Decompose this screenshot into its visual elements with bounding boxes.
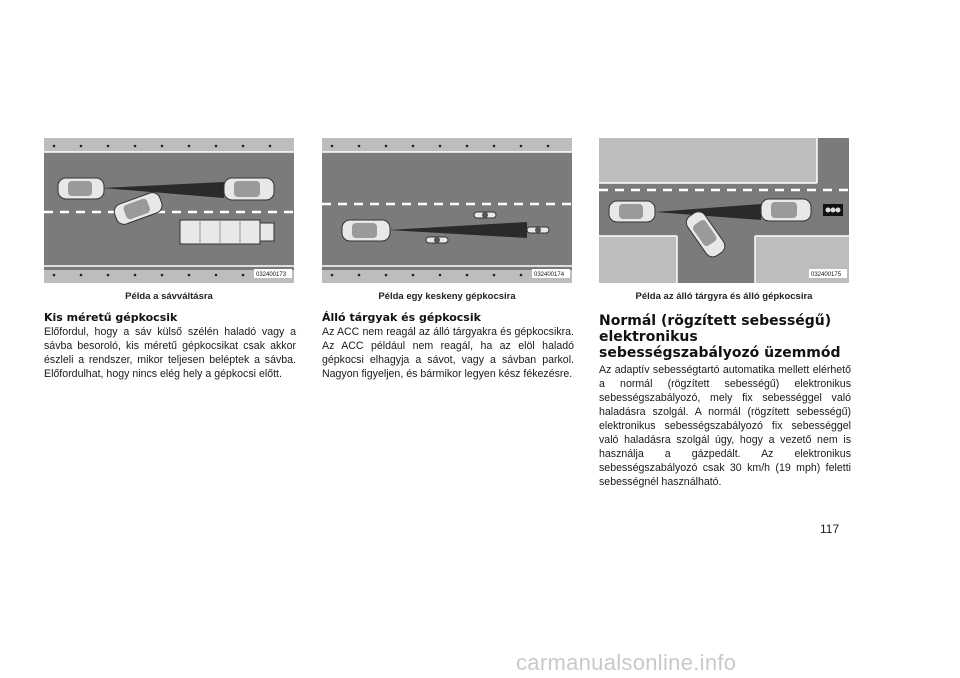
section-body: Az adaptív sebességtartó automatika mellett elérhető a normál (rögzített sebességű) elektronikus sebességszabályozó, mely fix sebességgel való haladásra szolgál. A normál (rögzített sebességű) elektronikus sebességszabályozó fix sebességgel való haladásra szolgál úgy, hogy a vezető nem is használja a gázpedált. Az elektronikus sebességszabályozó csak 30 km/h (19 mph) feletti sebességnél használható. bbox=[599, 364, 851, 488]
section-normal-cruise-mode bbox=[599, 313, 851, 489]
lane-change-illustration bbox=[44, 138, 294, 283]
motorcycle bbox=[474, 212, 496, 218]
car-ego bbox=[609, 201, 655, 222]
figure-stationary-object bbox=[599, 138, 849, 283]
figure-lane-change bbox=[44, 138, 294, 283]
section-heading: Álló tárgyak és gépkocsik bbox=[322, 311, 481, 324]
car-front-top bbox=[224, 178, 274, 200]
section-heading: Normál (rögzített sebességű) elektronikus sebességszabályozó üzemmód bbox=[599, 313, 841, 361]
page-number: 117 bbox=[820, 522, 840, 536]
car-ego bbox=[58, 178, 104, 199]
section-stationary-objects bbox=[322, 311, 574, 381]
traffic-light-icon bbox=[823, 204, 843, 216]
figure-code: 032400175 bbox=[811, 272, 842, 278]
stationary-object-illustration bbox=[599, 138, 849, 283]
car-stopped bbox=[761, 199, 811, 221]
figure-caption: Példa az álló tárgyra és álló gépkocsira bbox=[635, 291, 813, 302]
figure-narrow-vehicle bbox=[322, 138, 572, 283]
watermark: carmanualsonline.info bbox=[516, 650, 737, 675]
car-ego bbox=[342, 220, 390, 241]
figure-caption: Példa egy keskeny gépkocsira bbox=[378, 291, 516, 302]
section-body: Az ACC nem reagál az álló tárgyakra és gépkocsikra. Az ACC például nem reagál, ha az elöl haladó gépkocsi elhagyja a sávot, vagy a sávban parkol. Nagyon figyeljen, és bármikor legyen kész fékezésre. bbox=[322, 326, 574, 380]
motorcycle bbox=[426, 237, 448, 243]
section-heading: Kis méretű gépkocsik bbox=[44, 311, 178, 324]
truck bbox=[180, 220, 274, 244]
figure-caption: Példa a sávváltásra bbox=[125, 291, 213, 302]
motorcycle bbox=[527, 227, 549, 233]
figure-code: 032400174 bbox=[534, 272, 565, 278]
narrow-vehicle-illustration bbox=[322, 138, 572, 283]
section-body: Előfordul, hogy a sáv külső szélén haladó vagy a sávba besoroló, kis méretű gépkocsikat csak akkor észleli a rendszer, mikor teljesen beléptek a sávba. Előfordulhat, hogy nincs elég hely a gépkocsi előtt. bbox=[44, 326, 296, 380]
section-small-vehicles bbox=[44, 311, 296, 381]
figure-code: 032400173 bbox=[256, 272, 287, 278]
